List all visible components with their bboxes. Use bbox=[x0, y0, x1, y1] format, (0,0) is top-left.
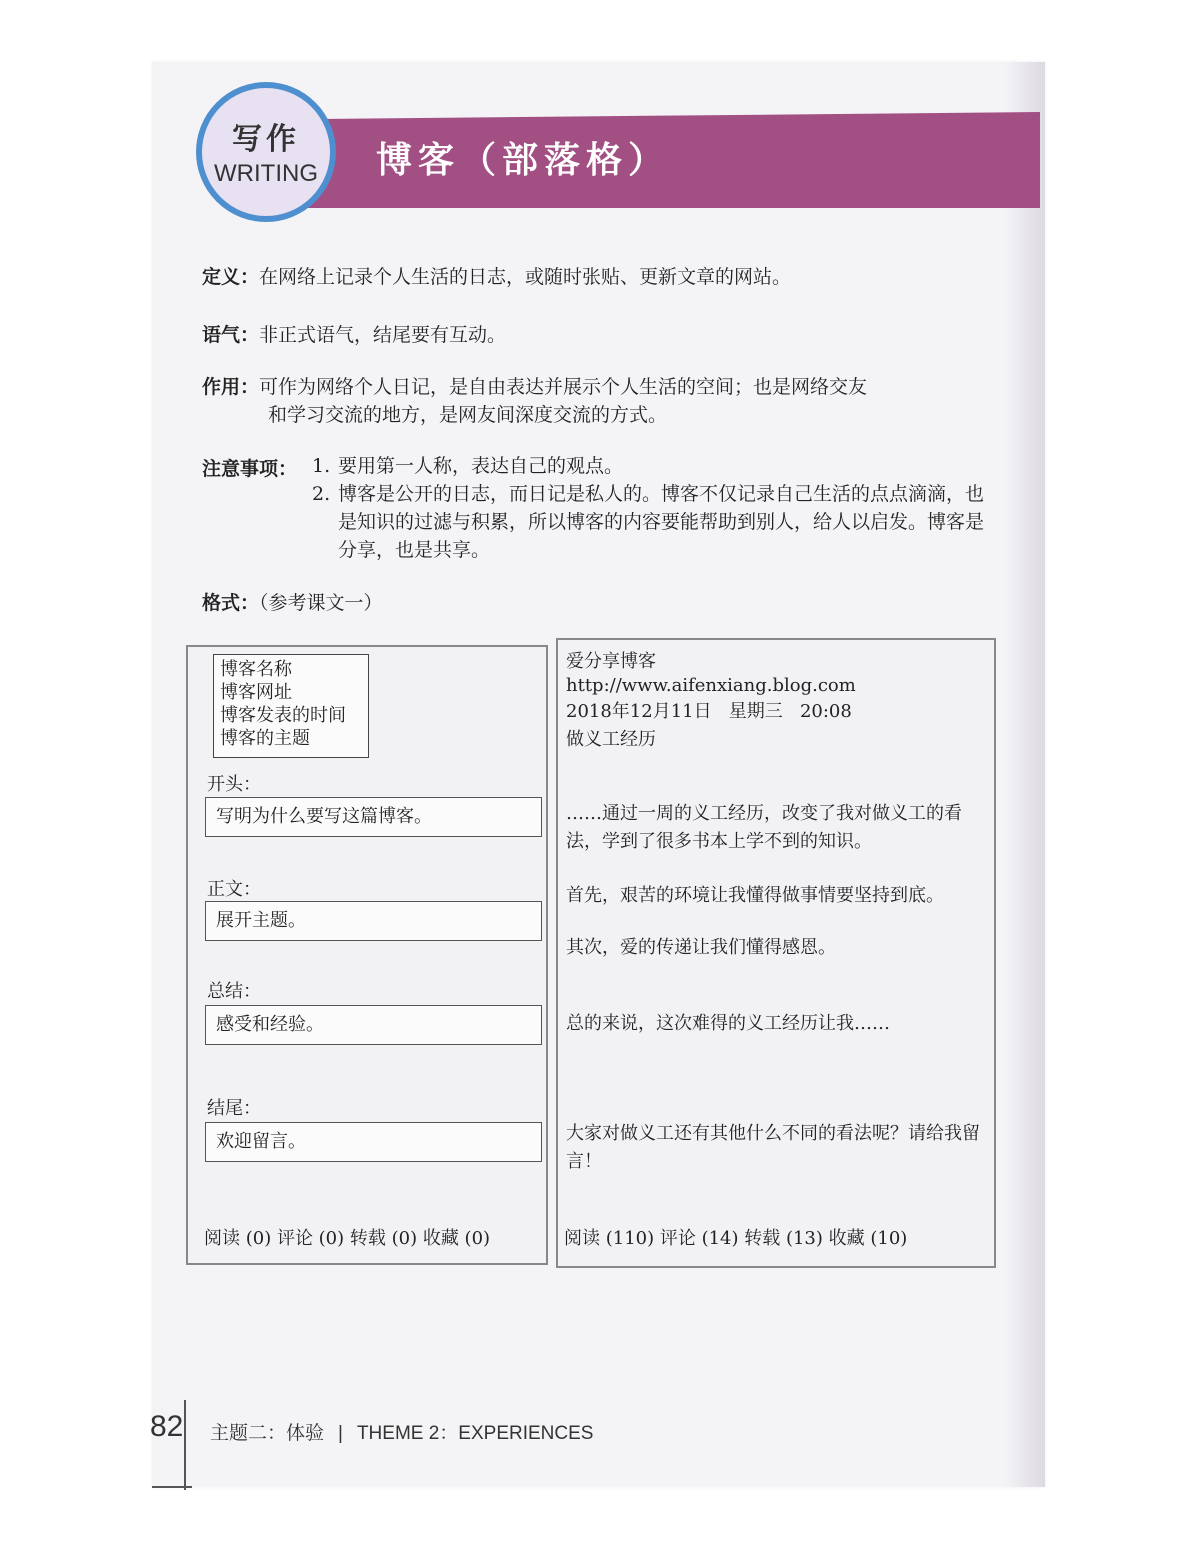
purpose-row bbox=[202, 372, 1002, 402]
ending-label: 结尾： bbox=[207, 1098, 261, 1119]
left-stats: 阅读 (0) 评论 (0) 转载 (0) 收藏 (0) bbox=[204, 1228, 491, 1249]
format-row bbox=[202, 588, 383, 618]
footer-divider bbox=[184, 1400, 186, 1490]
format-text: （参考课文一） bbox=[259, 592, 383, 614]
writing-badge bbox=[196, 82, 336, 222]
theme-en: THEME 2：EXPERIENCES bbox=[356, 1423, 594, 1444]
purpose-line-2: 和学习交流的地方，是网友间深度交流的方式。 bbox=[268, 404, 668, 426]
meta-line: 博客名称 bbox=[220, 659, 292, 680]
blog-opening: ……通过一周的义工经历，改变了我对做义工的看法，学到了很多书本上学不到的知识。 bbox=[566, 803, 962, 852]
tone-label: 语气： bbox=[202, 324, 260, 346]
footer-theme bbox=[210, 1418, 593, 1445]
note-item bbox=[312, 480, 992, 564]
opening-label: 开头： bbox=[207, 774, 261, 795]
right-stats: 阅读 (110) 评论 (14) 转载 (13) 收藏 (10) bbox=[564, 1228, 908, 1249]
body-label: 正文： bbox=[207, 879, 261, 900]
summary-box: 感受和经验。 bbox=[205, 1005, 542, 1045]
footer-rule bbox=[152, 1486, 192, 1488]
definition-row bbox=[202, 262, 791, 292]
note-text: 博客是公开的日志，而日记是私人的。博客不仅记录自己生活的点点滴滴，也是知识的过滤与积累，所以博客的内容要能帮助到别人，给人以启发。博客是分享，也是共享。 bbox=[338, 483, 985, 561]
theme-separator: | bbox=[338, 1423, 343, 1444]
blog-url: http://www.aifenxiang.blog.com bbox=[566, 675, 856, 696]
meta-line: 博客网址 bbox=[220, 682, 292, 703]
note-number: 2. bbox=[312, 483, 331, 505]
note-text: 要用第一人称，表达自己的观点。 bbox=[338, 455, 624, 477]
purpose-label: 作用： bbox=[202, 376, 260, 398]
badge-cn-label: 写作 bbox=[232, 122, 300, 157]
meta-line: 博客的主题 bbox=[220, 728, 310, 749]
format-label: 格式： bbox=[202, 592, 260, 614]
tone-row bbox=[202, 320, 506, 350]
blog-topic: 做义工经历 bbox=[566, 729, 656, 750]
note-item bbox=[312, 452, 992, 480]
blog-ending: 大家对做义工还有其他什么不同的看法呢？请给我留言！ bbox=[566, 1123, 980, 1172]
blog-name: 爱分享博客 bbox=[566, 651, 656, 672]
page-number: 82 bbox=[150, 1410, 184, 1443]
blog-date: 2018年12月11日 星期三 20:08 bbox=[566, 701, 852, 722]
definition-label: 定义： bbox=[202, 266, 260, 288]
page-title: 博客（部落格） bbox=[376, 140, 671, 181]
notes-label: 注意事项： bbox=[202, 458, 298, 480]
tone-text: 非正式语气，结尾要有互动。 bbox=[259, 324, 507, 346]
theme-cn: 主题二：体验 bbox=[210, 1423, 325, 1444]
note-number: 1. bbox=[312, 455, 331, 477]
definition-text: 在网络上记录个人生活的日志，或随时张贴、更新文章的网站。 bbox=[259, 266, 792, 288]
meta-box bbox=[213, 654, 369, 758]
opening-box: 写明为什么要写这篇博客。 bbox=[205, 797, 542, 837]
blog-summary: 总的来说，这次难得的义工经历让我…… bbox=[566, 1013, 890, 1034]
body-box: 展开主题。 bbox=[205, 901, 542, 941]
ending-box: 欢迎留言。 bbox=[205, 1122, 542, 1162]
blog-body-2: 其次，爱的传递让我们懂得感恩。 bbox=[566, 937, 836, 958]
notes-list bbox=[312, 452, 992, 564]
page-edge bbox=[1005, 62, 1045, 1487]
summary-label: 总结： bbox=[207, 981, 261, 1002]
purpose-line-1: 可作为网络个人日记，是自由表达并展示个人生活的空间；也是网络交友 bbox=[259, 376, 868, 398]
blog-body-1: 首先，艰苦的环境让我懂得做事情要坚持到底。 bbox=[566, 885, 944, 906]
badge-en-label: WRITING bbox=[214, 160, 318, 187]
meta-line: 博客发表的时间 bbox=[220, 705, 346, 726]
